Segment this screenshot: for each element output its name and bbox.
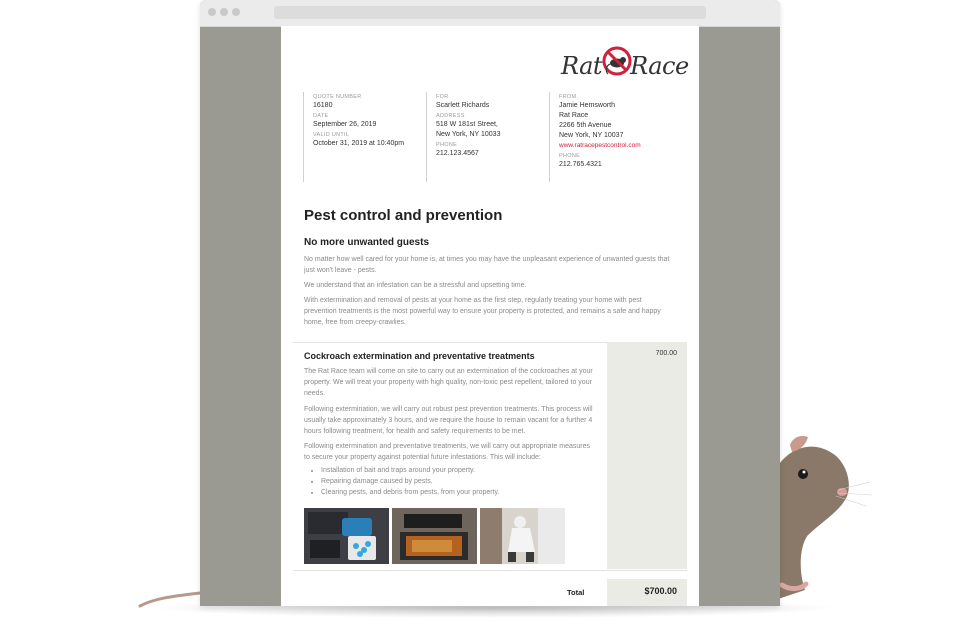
no-rat-icon <box>601 44 633 78</box>
client-phone: 212.123.4567 <box>436 150 479 157</box>
logo-text-race: Race <box>630 52 689 80</box>
line-item-paragraph-1: The Rat Race team will come on site to carry out an extermination of the cockroaches at your property. We will treat your property with high quality, non-toxic pest repellent, tailored to your needs. <box>304 368 593 397</box>
window-close-dot[interactable] <box>208 8 216 16</box>
quote-date-label: DATE <box>313 113 329 119</box>
quote-number: 16180 <box>313 102 333 109</box>
intro-paragraph-3: With extermination and removal of pests at your home as the first step, regularly treating your home with pest prevention treatments is the most powerful way to ensure your property is protected, and remains a safe and happy home, free from creepy-crawlies. <box>304 297 661 326</box>
rat-race-logo <box>561 44 691 86</box>
list-item: • Clearing pests, and debris from pests, from your property. <box>321 487 499 498</box>
window-maximize-dot[interactable] <box>232 8 240 16</box>
window-minimize-dot[interactable] <box>220 8 228 16</box>
sender-address-line1: 2266 5th Avenue <box>559 122 612 129</box>
logo-text-rat: Rat <box>561 52 603 80</box>
sender-phone-label: PHONE <box>559 153 581 159</box>
sender-address-line2: New York, NY 10037 <box>559 132 624 139</box>
client-address-line2: New York, NY 10033 <box>436 131 501 138</box>
quote-document <box>281 26 699 606</box>
client-address-label: ADDRESS <box>436 113 465 119</box>
line-item-paragraph-3: Following extermination and preventative treatments, we will carry out appropriate measures to secure your property against potential future infestations. This will include: <box>304 443 590 461</box>
document-title: Pest control and prevention <box>304 207 503 224</box>
exterminator-photo <box>480 508 565 564</box>
from-label: FROM <box>559 94 577 100</box>
sender-phone: 212.765.4321 <box>559 161 602 168</box>
total-label: Total <box>567 588 585 597</box>
client-details <box>426 92 546 182</box>
browser-titlebar <box>200 0 780 27</box>
for-label: FOR <box>436 94 449 100</box>
sender-website-link[interactable]: www.ratracepestcontrol.com <box>559 142 641 149</box>
valid-until: October 31, 2019 at 10:40pm <box>313 140 405 147</box>
quote-number-label: QUOTE NUMBER <box>313 94 362 100</box>
browser-window <box>200 0 780 606</box>
line-item-bullet-list <box>304 465 499 498</box>
line-item-price-column <box>607 342 687 569</box>
cockroach-trap-photo <box>392 508 477 564</box>
client-address-line1: 518 W 181st Street, <box>436 121 498 128</box>
list-item: • Repairing damage caused by pests. <box>321 476 499 487</box>
intro-paragraph-1: No matter how well cared for your home is, at times you may have the unpleasant experience of unwanted guests that just won't leave - pests. <box>304 256 670 274</box>
intro-heading: No more unwanted guests <box>304 237 430 248</box>
client-name: Scarlett Richards <box>436 102 490 109</box>
quote-details <box>303 92 423 182</box>
bait-trap-photo <box>304 508 389 564</box>
address-bar[interactable] <box>274 6 706 19</box>
intro-paragraph-2: We understand that an infestation can be a stressful and upsetting time. <box>304 282 527 289</box>
sender-details <box>549 92 679 182</box>
line-item-price: 700.00 <box>655 350 677 357</box>
client-phone-label: PHONE <box>436 142 458 148</box>
list-item: • Installation of bait and traps around your property. <box>321 465 499 476</box>
sender-name: Jamie Hemsworth <box>559 102 616 109</box>
total-value: $700.00 <box>644 586 677 596</box>
sender-company: Rat Race <box>559 112 589 119</box>
valid-until-label: VALID UNTIL <box>313 132 350 138</box>
line-item-heading: Cockroach extermination and preventative treatments <box>304 351 535 361</box>
line-item-paragraph-2: Following extermination, we will carry out robust pest prevention treatments. This process will usually take approximately 3 hours, and we require the house to remain vacant for a further 4 hours following treatment, for health and safety requirements to be met. <box>304 406 593 435</box>
quote-date: September 26, 2019 <box>313 121 377 128</box>
